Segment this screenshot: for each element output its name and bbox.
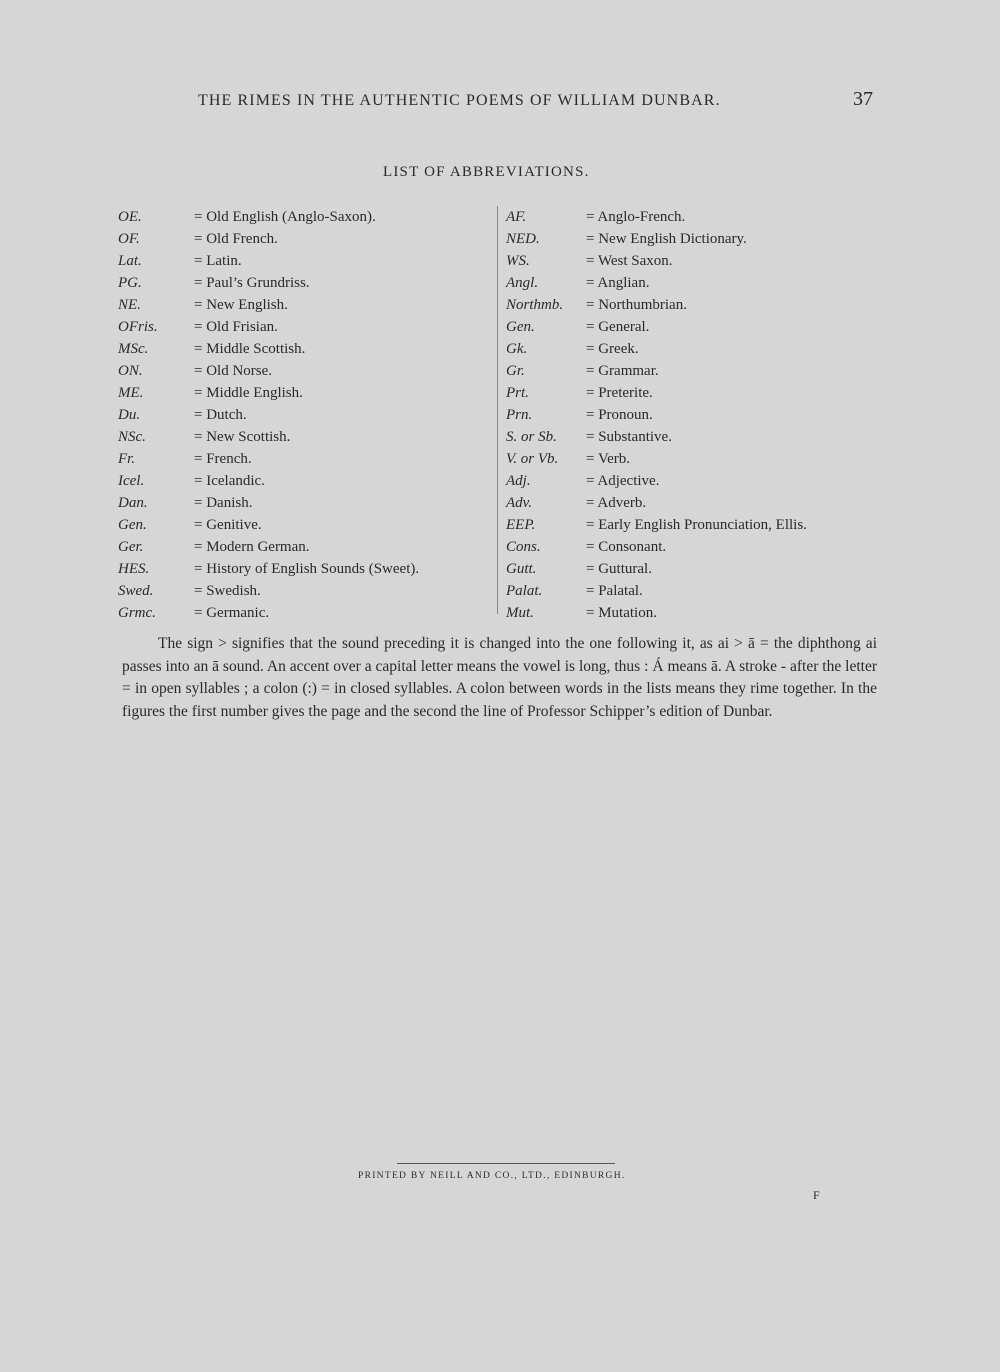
abbreviation-meaning: = General. bbox=[586, 319, 650, 335]
abbreviation-row bbox=[506, 228, 807, 250]
abbreviation-term: ON. bbox=[118, 363, 143, 379]
abbreviation-meaning: = Anglo-French. bbox=[586, 209, 686, 225]
abbreviation-term: Gutt. bbox=[506, 561, 537, 577]
abbreviation-row bbox=[118, 448, 419, 470]
abbreviation-row bbox=[506, 426, 807, 448]
abbreviation-row bbox=[118, 338, 419, 360]
abbreviation-meaning: = Old Frisian. bbox=[194, 319, 278, 335]
abbreviation-row bbox=[118, 250, 419, 272]
abbreviation-meaning: = West Saxon. bbox=[586, 253, 673, 269]
abbreviation-row bbox=[506, 206, 807, 228]
abbreviation-row bbox=[506, 580, 807, 602]
abbreviation-term: NED. bbox=[506, 231, 540, 247]
abbreviation-meaning: = Modern German. bbox=[194, 539, 310, 555]
abbreviation-row bbox=[118, 228, 419, 250]
abbreviation-meaning: = Mutation. bbox=[586, 605, 657, 621]
abbreviation-term: WS. bbox=[506, 253, 530, 269]
abbreviation-meaning: = Genitive. bbox=[194, 517, 262, 533]
abbreviation-row bbox=[506, 294, 807, 316]
abbreviation-term: AF. bbox=[506, 209, 527, 225]
abbreviation-term: OFris. bbox=[118, 319, 158, 335]
abbreviation-meaning: = Grammar. bbox=[586, 363, 659, 379]
abbreviation-term: ME. bbox=[118, 385, 144, 401]
abbreviation-row bbox=[506, 470, 807, 492]
abbreviation-meaning: = Consonant. bbox=[586, 539, 667, 555]
abbreviation-term: OE. bbox=[118, 209, 142, 225]
abbreviation-meaning: = Pronoun. bbox=[586, 407, 653, 423]
printer-line: PRINTED BY NEILL AND CO., LTD., EDINBURGH. bbox=[358, 1171, 626, 1181]
explanation-paragraph: The sign > signifies that the sound preceding it is changed into the one following it, as ai > ā = the diphthong ai passes into an ā sound. An accent over a capital letter means the vowel is long, thus : Á means ā. A stroke - after the letter = in open syllables ; a colon (:) = in closed syllables. A colon between words in the lists means they rime together. In the figures the first number gives the page and the second the line of Professor Schipper’s edition of Dunbar. bbox=[122, 635, 877, 720]
running-head: THE RIMES IN THE AUTHENTIC POEMS OF WILLIAM DUNBAR. bbox=[198, 92, 721, 109]
abbreviation-row bbox=[506, 514, 807, 536]
abbreviation-row bbox=[506, 404, 807, 426]
abbreviation-term: EEP. bbox=[506, 517, 536, 533]
abbreviation-term: MSc. bbox=[118, 341, 149, 357]
abbreviation-row bbox=[118, 492, 419, 514]
list-title: LIST OF ABBREVIATIONS. bbox=[383, 164, 590, 180]
abbreviation-term: Gr. bbox=[506, 363, 525, 379]
abbreviation-meaning: = Adverb. bbox=[586, 495, 647, 511]
abbreviation-term: Adv. bbox=[506, 495, 532, 511]
abbreviation-row bbox=[506, 316, 807, 338]
abbreviation-row bbox=[118, 360, 419, 382]
abbreviation-term: Adj. bbox=[506, 473, 531, 489]
abbreviation-row bbox=[506, 492, 807, 514]
abbreviation-row bbox=[118, 316, 419, 338]
abbreviation-meaning: = Paul’s Grundriss. bbox=[194, 275, 310, 291]
abbreviation-row bbox=[118, 272, 419, 294]
abbreviation-row bbox=[118, 382, 419, 404]
abbreviation-meaning: = Old Norse. bbox=[194, 363, 273, 379]
abbreviation-row bbox=[118, 580, 419, 602]
column-divider bbox=[497, 206, 498, 614]
abbreviation-meaning: = Dutch. bbox=[194, 407, 247, 423]
abbreviation-row bbox=[118, 514, 419, 536]
abbreviation-meaning: = Germanic. bbox=[194, 605, 270, 621]
abbreviation-row bbox=[506, 272, 807, 294]
footer-rule bbox=[397, 1163, 615, 1164]
abbreviation-meaning: = Preterite. bbox=[586, 385, 653, 401]
abbreviation-row bbox=[118, 470, 419, 492]
abbreviation-term: Ger. bbox=[118, 539, 144, 555]
abbreviation-meaning: = Palatal. bbox=[586, 583, 643, 599]
abbreviation-term: HES. bbox=[118, 561, 150, 577]
abbreviation-row bbox=[118, 404, 419, 426]
abbreviations-left-column bbox=[118, 206, 419, 624]
abbreviation-term: V. or Vb. bbox=[506, 451, 559, 467]
abbreviation-row bbox=[118, 426, 419, 448]
abbreviation-row bbox=[118, 602, 419, 624]
abbreviation-meaning: = Old English (Anglo-Saxon). bbox=[194, 209, 376, 225]
abbreviation-term: Prn. bbox=[506, 407, 533, 423]
abbreviation-term: Northmb. bbox=[506, 297, 564, 313]
abbreviation-row bbox=[506, 536, 807, 558]
abbreviation-meaning: = New English. bbox=[194, 297, 288, 313]
abbreviation-term: Du. bbox=[118, 407, 141, 423]
abbreviation-row bbox=[118, 536, 419, 558]
abbreviation-term: Prt. bbox=[506, 385, 529, 401]
abbreviation-row bbox=[118, 206, 419, 228]
abbreviation-term: Fr. bbox=[118, 451, 136, 467]
abbreviation-term: Gen. bbox=[506, 319, 535, 335]
abbreviation-term: NE. bbox=[118, 297, 141, 313]
abbreviation-meaning: = Latin. bbox=[194, 253, 242, 269]
abbreviation-meaning: = Middle English. bbox=[194, 385, 303, 401]
abbreviation-term: Dan. bbox=[118, 495, 148, 511]
abbreviation-row bbox=[506, 558, 807, 580]
abbreviation-term: Grmc. bbox=[118, 605, 156, 621]
abbreviation-term: OF. bbox=[118, 231, 140, 247]
abbreviation-meaning: = Substantive. bbox=[586, 429, 672, 445]
abbreviation-meaning: = Icelandic. bbox=[194, 473, 265, 489]
abbreviation-row bbox=[506, 602, 807, 624]
abbreviation-term: S. or Sb. bbox=[506, 429, 557, 445]
abbreviation-meaning: = Northumbrian. bbox=[586, 297, 687, 313]
abbreviation-term: Icel. bbox=[118, 473, 145, 489]
abbreviation-meaning: = Early English Pronunciation, Ellis. bbox=[586, 517, 807, 533]
abbreviation-row bbox=[118, 294, 419, 316]
abbreviation-row bbox=[506, 250, 807, 272]
abbreviation-meaning: = Guttural. bbox=[586, 561, 652, 577]
abbreviation-meaning: = Old French. bbox=[194, 231, 278, 247]
abbreviation-term: Cons. bbox=[506, 539, 541, 555]
abbreviation-row bbox=[506, 448, 807, 470]
abbreviation-meaning: = Verb. bbox=[586, 451, 631, 467]
abbreviation-meaning: = New Scottish. bbox=[194, 429, 291, 445]
abbreviation-term: NSc. bbox=[118, 429, 146, 445]
abbreviation-meaning: = New English Dictionary. bbox=[586, 231, 747, 247]
abbreviation-row bbox=[506, 360, 807, 382]
abbreviation-term: PG. bbox=[118, 275, 142, 291]
abbreviation-meaning: = Danish. bbox=[194, 495, 253, 511]
abbreviation-term: Gk. bbox=[506, 341, 528, 357]
abbreviation-term: Angl. bbox=[506, 275, 539, 291]
abbreviation-row bbox=[118, 558, 419, 580]
abbreviations-right-column bbox=[506, 206, 807, 624]
abbreviation-meaning: = Greek. bbox=[586, 341, 639, 357]
abbreviation-term: Gen. bbox=[118, 517, 147, 533]
page-number: 37 bbox=[853, 88, 873, 110]
abbreviation-meaning: = Anglian. bbox=[586, 275, 650, 291]
abbreviation-term: Mut. bbox=[506, 605, 534, 621]
abbreviation-term: Palat. bbox=[506, 583, 543, 599]
abbreviation-row bbox=[506, 338, 807, 360]
signature-mark: F bbox=[813, 1188, 820, 1202]
abbreviation-term: Swed. bbox=[118, 583, 154, 599]
abbreviation-meaning: = History of English Sounds (Sweet). bbox=[194, 561, 420, 577]
abbreviation-meaning: = Middle Scottish. bbox=[194, 341, 306, 357]
abbreviation-term: Lat. bbox=[118, 253, 142, 269]
abbreviation-meaning: = Swedish. bbox=[194, 583, 261, 599]
abbreviation-meaning: = French. bbox=[194, 451, 252, 467]
abbreviation-row bbox=[506, 382, 807, 404]
abbreviation-meaning: = Adjective. bbox=[586, 473, 660, 489]
